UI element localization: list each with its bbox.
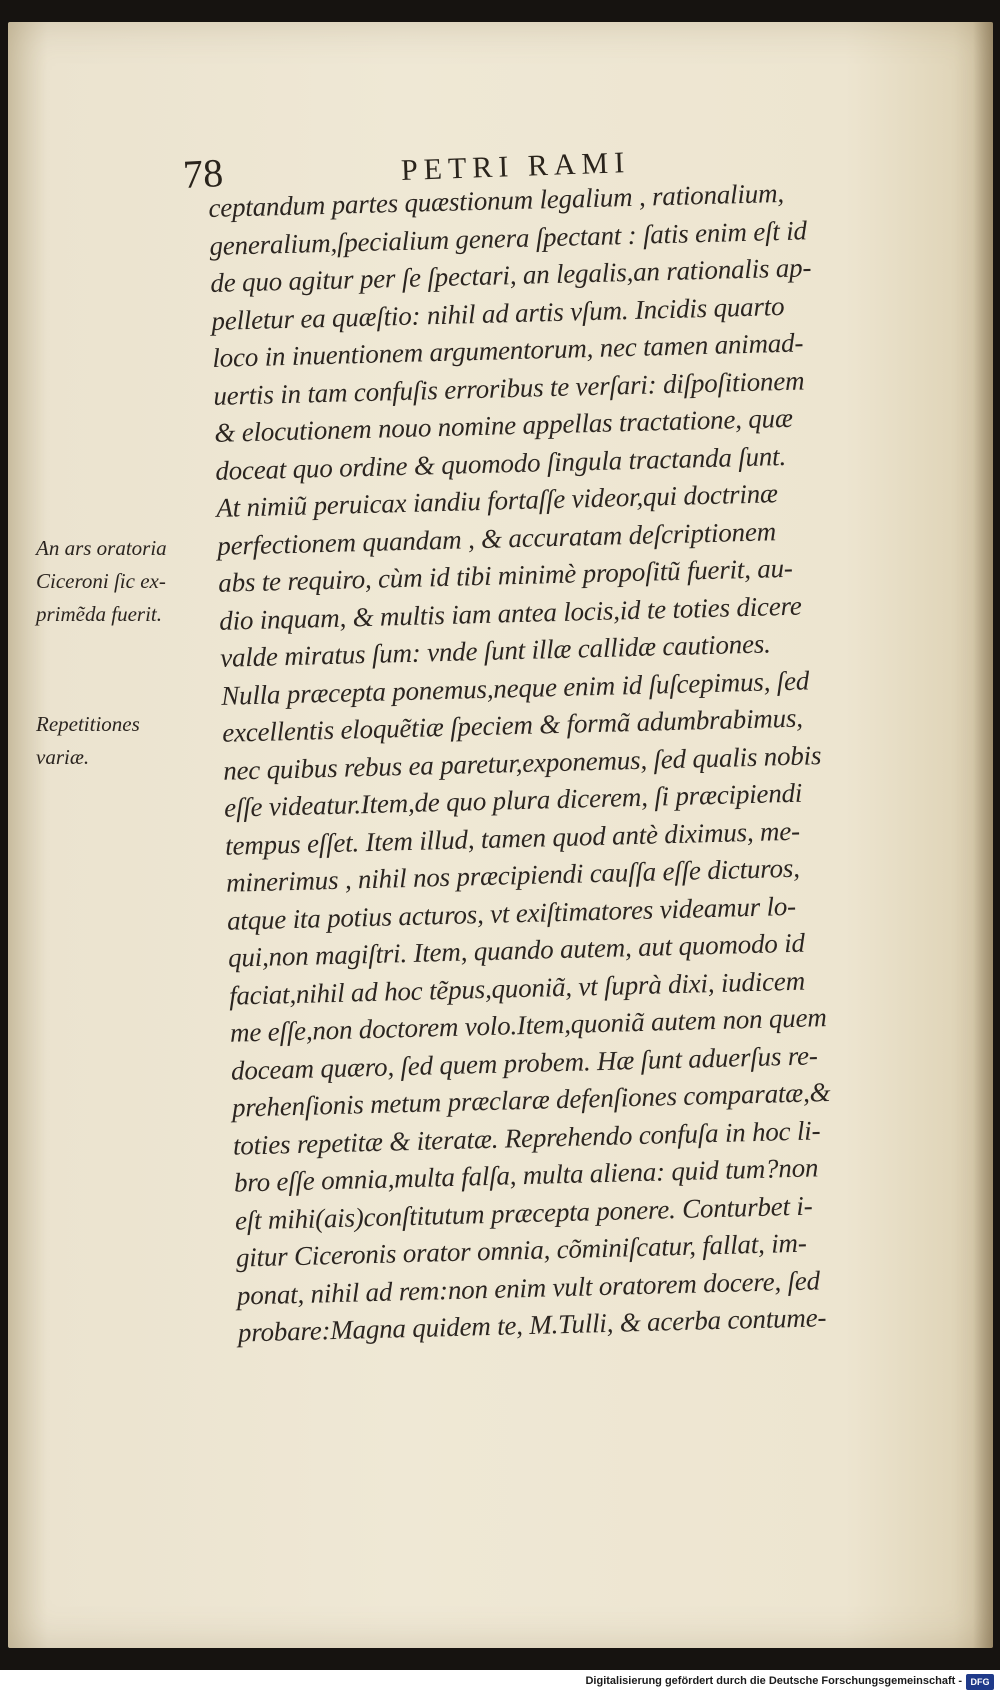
funding-credit: Digitalisierung gefördert durch die Deutsche Forschungsgemeinschaft - [585, 1675, 962, 1687]
text-line: de quo agitur per ſe ſpectari, an legalis,an rationalis ap- [210, 252, 812, 298]
text-line: At nimiũ peruicax iandiu fortaſſe videor,qui doctrinæ [215, 478, 779, 523]
text-line: dio inquam, & multis iam antea locis,id te toties dicere [218, 590, 802, 636]
text-line: toties repetitæ & iteratæ. Reprehendo confuſa in hoc li- [232, 1114, 821, 1161]
book-page [8, 22, 993, 1648]
text-line: eſt mihi(ais)conſtitutum præcepta ponere. Conturbet i- [234, 1190, 813, 1236]
text-line: qui,non magiſtri. Item, quando autem, aut quomodo id [227, 927, 806, 973]
text-line: uertis in tam confuſis erroribus te verſari: diſpoſitionem [212, 364, 805, 411]
footer-bar [0, 1670, 1000, 1696]
text-line: gitur Ciceronis orator omnia, cõminiſcatur, fallat, im- [235, 1227, 807, 1273]
marginal-note-line: primẽda fuerit. [36, 602, 162, 626]
marginal-note [36, 708, 211, 774]
text-line: doceat quo ordine & quomodo ſingula tractanda ſunt. [214, 440, 787, 486]
marginal-note-line: variæ. [36, 745, 90, 769]
marginal-note-line: An ars oratoria [36, 536, 167, 560]
text-line: probare:Magna quidem te, M.Tulli, & acerba contume- [237, 1302, 827, 1348]
text-line: valde miratus ſum: vnde ſunt illæ callidæ cautiones. [219, 628, 772, 673]
text-line: bro eſſe omnia,multa falſa, multa aliena: quid tum?non [233, 1152, 819, 1198]
text-line: ceptandum partes quæstionum legalium , rationalium, [208, 177, 785, 223]
text-line: me eſſe,non doctorem volo.Item,quoniã autem non quem [229, 1002, 827, 1048]
text-line: atque ita potius acturos, vt exiſtimatores videamur lo- [226, 890, 797, 936]
text-line: prehenſionis metum præclaræ defenſiones comparatæ,& [231, 1077, 831, 1123]
text-line: abs te requiro, cùm id tibi minimè propoſitũ fuerit, au- [217, 552, 793, 598]
marginal-note-line: Repetitiones [36, 712, 140, 736]
text-line: Nulla præcepta ponemus,neque enim id ſuſcepimus, ſed [220, 664, 810, 711]
text-line: ponat, nihil ad rem:non enim vult oratorem docere, ſed [236, 1264, 821, 1311]
text-line: eſſe videatur.Item,de quo plura dicerem, ſi præcipiendi [223, 777, 803, 823]
text-line: doceam quæro, ſed quem probem. Hæ ſunt aduerſus re- [230, 1039, 818, 1086]
text-line: faciat,nihil ad hoc tẽpus,quoniã, vt ſuprà dixi, iudicem [228, 965, 806, 1011]
page-number: 78 [181, 149, 225, 198]
text-line: perfectionem quandam , & accuratam deſcriptionem [216, 515, 777, 561]
marginal-note [36, 532, 211, 631]
text-line: excellentis eloquẽtiæ ſpeciem & formã adumbrabimus, [221, 702, 804, 748]
page-spine-shadow [973, 22, 993, 1648]
text-line: nec quibus rebus ea paretur,exponemus, ſed qualis nobis [222, 739, 822, 786]
marginal-note-line: Ciceroni ſic ex- [36, 569, 166, 593]
text-line: & elocutionem nouo nomine appellas tractatione, quæ [213, 402, 794, 448]
text-line: generalium,ſpecialium genera ſpectant : ſatis enim eſt id [209, 214, 808, 261]
text-line: tempus eſſet. Item illud, tamen quod antè diximus, me- [224, 815, 801, 861]
dfg-logo: DFG [966, 1674, 994, 1690]
text-line: minerimus , nihil nos præcipiendi cauſſa eſſe dicturos, [225, 852, 801, 898]
body-text [208, 171, 958, 1352]
text-line: pelletur ea quæſtio: nihil ad artis vſum. Incidis quarto [211, 290, 785, 336]
book-title: PETRI RAMI [400, 146, 631, 187]
text-line: loco in inuentionem argumentorum, nec tamen animad- [212, 327, 804, 373]
